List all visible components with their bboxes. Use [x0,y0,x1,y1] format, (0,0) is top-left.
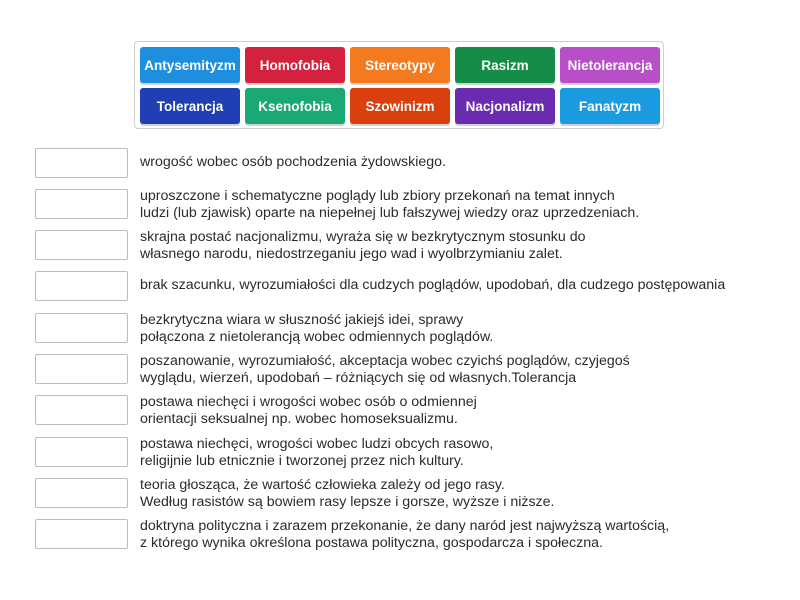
definition-line: brak szacunku, wyrozumiałości dla cudzych poglądów, upodobań, dla cudzego postępowania [140,277,726,293]
word-tile-stereotypy[interactable]: Stereotypy [350,47,450,83]
drop-slot[interactable] [35,437,128,467]
definition-text [140,477,790,510]
definition-line: ludzi (lub zjawisk) oparte na niepełnej lub fałszywej wiedzy oraz uprzedzeniach. [140,204,640,221]
definition-line: postawa niechęci, wrogości wobec ludzi obcych rasowo, [140,436,494,452]
definition-line: bezkrytyczna wiara w słuszność jakiejś idei, sprawy [140,312,464,328]
word-tile-nacjonalizm[interactable]: Nacjonalizm [455,88,555,124]
definition-line: orientacji seksualnej np. wobec homoseksualizmu. [140,410,458,427]
definition-line: postawa niechęci i wrogości wobec osób o odmiennej [140,394,477,410]
definition-text [140,353,790,386]
word-tile-rasizm[interactable]: Rasizm [455,47,555,83]
definition-line: Według rasistów są bowiem rasy lepsze i gorsze, wyższe i niższe. [140,493,555,510]
definition-row [35,271,795,305]
definition-text [140,436,790,469]
drop-slot[interactable] [35,148,128,178]
definition-line: religijnie lub etnicznie i tworzonej przez nich kultury. [140,452,464,469]
definition-text [140,312,790,345]
definition-line: wrogość wobec osób pochodzenia żydowskiego. [140,154,447,170]
definition-row [35,395,795,429]
word-tile-fanatyzm[interactable]: Fanatyzm [560,88,660,124]
definition-text [140,154,790,171]
definition-line: skrajna postać nacjonalizmu, wyraża się w bezkrytycznym stosunku do [140,229,586,245]
drop-slot[interactable] [35,313,128,343]
definition-row [35,354,795,388]
word-tile-tolerancja[interactable]: Tolerancja [140,88,240,124]
word-tile-antysemityzm[interactable]: Antysemityzm [140,47,240,83]
definition-row [35,313,795,347]
definition-text [140,394,790,427]
word-tile-szowinizm[interactable]: Szowinizm [350,88,450,124]
definition-text [140,229,790,262]
definition-line: połączona z nietolerancją wobec odmiennych poglądów. [140,328,494,345]
definition-text [140,277,790,294]
drop-slot[interactable] [35,519,128,549]
definition-line: poszanowanie, wyrozumiałość, akceptacja wobec czyichś poglądów, czyjegoś [140,353,630,369]
definition-row [35,519,795,553]
definition-row [35,478,795,512]
definition-line: wyglądu, wierzeń, upodobań – różniących się od własnych.Tolerancja [140,369,577,386]
word-tile-nietolerancja[interactable]: Nietolerancja [560,47,660,83]
definition-text [140,518,790,551]
definition-row [35,230,795,264]
definition-line: doktryna polityczna i zarazem przekonanie, że dany naród jest najwyższą wartością, [140,518,670,534]
drop-slot[interactable] [35,230,128,260]
definition-line: uproszczone i schematyczne poglądy lub zbiory przekonań na temat innych [140,188,615,204]
definition-line: z którego wynika określona postawa polityczna, gospodarcza i społeczna. [140,534,603,551]
drop-slot[interactable] [35,189,128,219]
word-tile-ksenofobia[interactable]: Ksenofobia [245,88,345,124]
definition-row [35,189,795,223]
drop-slot[interactable] [35,354,128,384]
drop-slot[interactable] [35,478,128,508]
drop-slot[interactable] [35,271,128,301]
definition-line: teoria głosząca, że wartość człowieka zależy od jego rasy. [140,477,505,493]
definition-row [35,437,795,471]
definition-row [35,148,795,182]
definition-text [140,188,790,221]
definition-line: własnego narodu, niedostrzeganiu jego wad i wyolbrzymianiu zalet. [140,245,563,262]
word-tile-homofobia[interactable]: Homofobia [245,47,345,83]
word-bank [134,41,664,129]
drop-slot[interactable] [35,395,128,425]
